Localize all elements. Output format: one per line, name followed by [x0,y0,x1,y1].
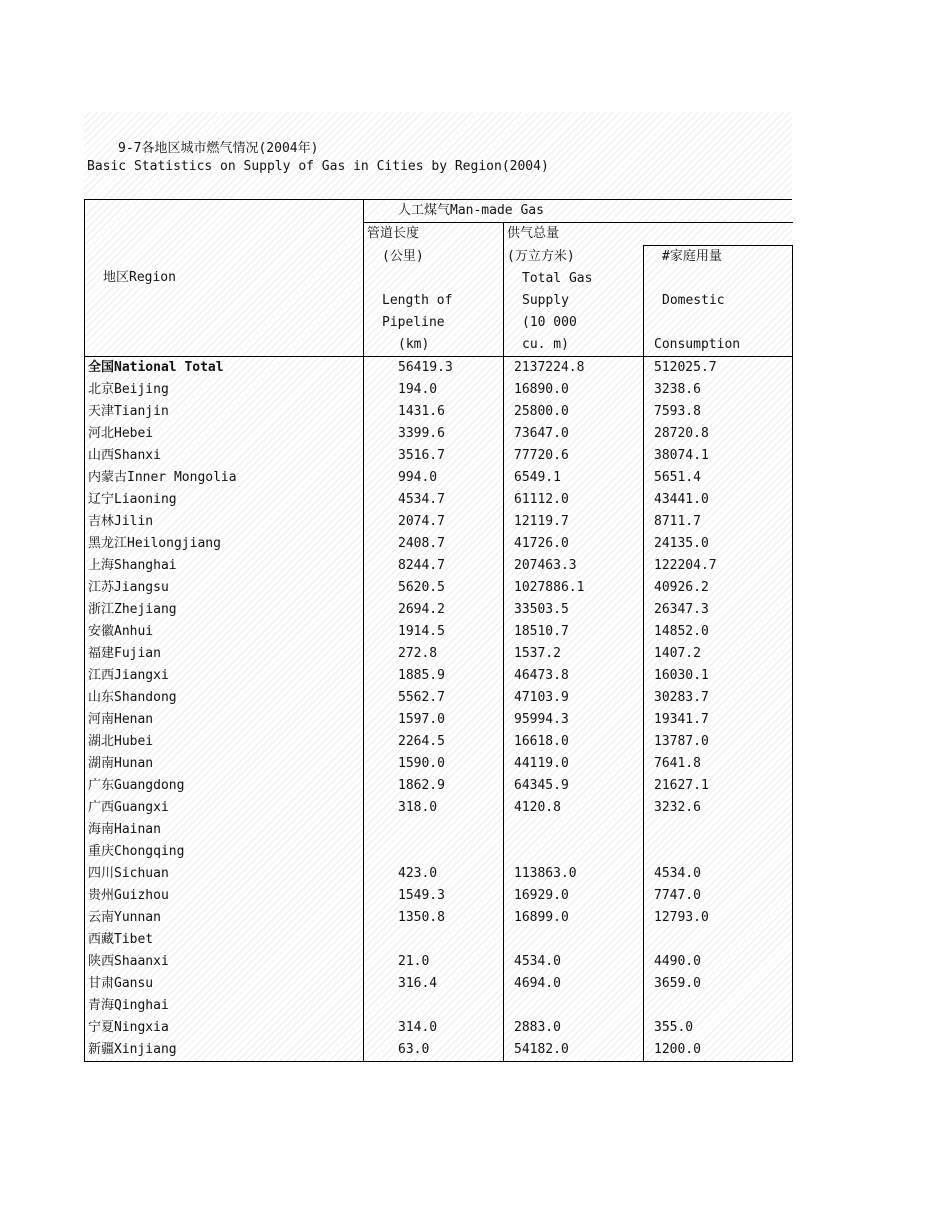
table-row [85,731,793,753]
region-cell: 内蒙古Inner Mongolia [85,467,364,489]
total-gas-supply-cell [504,929,644,951]
pipeline-header-line: 管道长度 [364,223,504,246]
table-row [85,929,793,951]
pipeline-length-cell: 21.0 [364,951,504,973]
domestic-consumption-cell: 26347.3 [644,599,793,621]
pipeline-length-cell: 318.0 [364,797,504,819]
domestic-consumption-cell: 1407.2 [644,643,793,665]
table-row [85,511,793,533]
region-cell: 湖南Hunan [85,753,364,775]
domestic-consumption-cell: 355.0 [644,1017,793,1039]
pipeline-length-cell: 8244.7 [364,555,504,577]
region-cell: 青海Qinghai [85,995,364,1017]
region-cell: 天津Tianjin [85,401,364,423]
table-row [85,775,793,797]
region-cell: 河南Henan [85,709,364,731]
pipeline-length-cell: 1885.9 [364,665,504,687]
region-cell: 贵州Guizhou [85,885,364,907]
table-row [85,665,793,687]
table-row [85,687,793,709]
table-row [85,445,793,467]
total-gas-supply-cell: 61112.0 [504,489,644,511]
domestic-consumption-cell: 3238.6 [644,379,793,401]
total-gas-supply-cell: 2883.0 [504,1017,644,1039]
total-gas-supply-cell: 95994.3 [504,709,644,731]
table-header [85,200,793,357]
domestic-consumption-cell: 24135.0 [644,533,793,555]
table-row-national-total [85,357,793,380]
pipeline-length-cell: 3399.6 [364,423,504,445]
pipeline-length-cell: 2408.7 [364,533,504,555]
supply-header-line: Supply [504,290,644,312]
pipeline-length-cell: 2264.5 [364,731,504,753]
man-made-gas-header: 人工煤气Man-made Gas [398,203,544,218]
pipeline-header-line: (km) [364,334,504,357]
domestic-consumption-cell [644,841,793,863]
pipeline-header-line [364,268,504,290]
pipeline-header-line: (公里) [364,246,504,269]
table-row [85,709,793,731]
region-cell: 河北Hebei [85,423,364,445]
region-cell: 吉林Jilin [85,511,364,533]
total-gas-supply-cell [504,841,644,863]
total-gas-supply-cell: 2137224.8 [504,357,644,380]
domestic-consumption-cell: 4490.0 [644,951,793,973]
region-cell: 山东Shandong [85,687,364,709]
domestic-consumption-cell: 30283.7 [644,687,793,709]
region-cell: 全国National Total [85,357,364,380]
region-cell: 广西Guangxi [85,797,364,819]
domestic-consumption-cell: 14852.0 [644,621,793,643]
pipeline-length-cell: 63.0 [364,1039,504,1062]
pipeline-length-cell: 5562.7 [364,687,504,709]
total-gas-supply-cell [504,995,644,1017]
region-cell: 福建Fujian [85,643,364,665]
region-cell: 云南Yunnan [85,907,364,929]
table-title-english: Basic Statistics on Supply of Gas in Cities by Region(2004) [87,159,549,174]
total-gas-supply-cell: 25800.0 [504,401,644,423]
domestic-consumption-cell: 4534.0 [644,863,793,885]
domestic-consumption-cell: 21627.1 [644,775,793,797]
region-cell: 浙江Zhejiang [85,599,364,621]
domestic-consumption-cell: 3232.6 [644,797,793,819]
region-column-header: 地区Region [85,200,364,357]
region-cell: 辽宁Liaoning [85,489,364,511]
total-gas-supply-cell: 12119.7 [504,511,644,533]
domestic-consumption-cell: 8711.7 [644,511,793,533]
table-row [85,753,793,775]
pipeline-header-line: Pipeline [364,312,504,334]
domestic-consumption-cell [644,995,793,1017]
table-row [85,819,793,841]
pipeline-length-cell: 3516.7 [364,445,504,467]
pipeline-length-cell [364,819,504,841]
domestic-header-line [644,268,793,290]
pipeline-length-cell [364,841,504,863]
region-cell: 甘肃Gansu [85,973,364,995]
pipeline-length-cell: 1914.5 [364,621,504,643]
domestic-consumption-cell: 7747.0 [644,885,793,907]
table-row [85,643,793,665]
table-row [85,995,793,1017]
table-row [85,599,793,621]
domestic-consumption-cell: 43441.0 [644,489,793,511]
table-row [85,951,793,973]
domestic-consumption-cell: 38074.1 [644,445,793,467]
table-row [85,423,793,445]
total-gas-supply-cell: 33503.5 [504,599,644,621]
pipeline-length-cell: 1862.9 [364,775,504,797]
pipeline-length-cell: 1590.0 [364,753,504,775]
table-row [85,1039,793,1062]
total-gas-supply-cell: 16899.0 [504,907,644,929]
supply-header-line: cu. m) [504,334,644,357]
table-title-chinese: 9-7各地区城市燃气情况(2004年) [118,141,319,156]
pipeline-length-cell: 423.0 [364,863,504,885]
pipeline-length-cell: 1549.3 [364,885,504,907]
domestic-consumption-cell: 7641.8 [644,753,793,775]
table-row [85,907,793,929]
table-row [85,863,793,885]
pipeline-length-cell: 994.0 [364,467,504,489]
total-gas-supply-cell: 18510.7 [504,621,644,643]
table-row [85,973,793,995]
table-row [85,841,793,863]
table-row [85,577,793,599]
total-gas-supply-cell: 47103.9 [504,687,644,709]
table-row [85,885,793,907]
supply-header-line: (10 000 [504,312,644,334]
pipeline-length-cell: 56419.3 [364,357,504,380]
domestic-header-line: #家庭用量 [644,246,793,269]
region-cell: 陕西Shaanxi [85,951,364,973]
table-row [85,379,793,401]
supply-header-line: 供气总量 [504,223,793,246]
domestic-consumption-cell: 16030.1 [644,665,793,687]
total-gas-supply-cell: 1537.2 [504,643,644,665]
region-cell: 山西Shanxi [85,445,364,467]
pipeline-length-cell: 194.0 [364,379,504,401]
gas-statistics-table [84,200,793,1062]
table-row [85,533,793,555]
domestic-header-line [644,312,793,334]
total-gas-supply-cell: 1027886.1 [504,577,644,599]
region-cell: 黑龙江Heilongjiang [85,533,364,555]
total-gas-supply-cell: 77720.6 [504,445,644,467]
region-cell: 上海Shanghai [85,555,364,577]
total-gas-supply-cell: 16890.0 [504,379,644,401]
total-gas-supply-cell: 16618.0 [504,731,644,753]
region-cell: 宁夏Ningxia [85,1017,364,1039]
domestic-consumption-cell: 122204.7 [644,555,793,577]
region-cell: 海南Hainan [85,819,364,841]
domestic-consumption-cell: 28720.8 [644,423,793,445]
pipeline-length-cell [364,995,504,1017]
total-gas-supply-cell [504,819,644,841]
domestic-header-line: Domestic [644,290,793,312]
region-cell: 四川Sichuan [85,863,364,885]
region-cell: 江西Jiangxi [85,665,364,687]
region-cell: 湖北Hubei [85,731,364,753]
domestic-consumption-cell: 19341.7 [644,709,793,731]
total-gas-supply-cell: 4120.8 [504,797,644,819]
domestic-consumption-cell: 512025.7 [644,357,793,380]
region-cell: 新疆Xinjiang [85,1039,364,1062]
total-gas-supply-cell: 41726.0 [504,533,644,555]
domestic-consumption-cell: 40926.2 [644,577,793,599]
pipeline-length-cell: 4534.7 [364,489,504,511]
total-gas-supply-cell: 16929.0 [504,885,644,907]
region-cell: 重庆Chongqing [85,841,364,863]
total-gas-supply-cell: 113863.0 [504,863,644,885]
table-row [85,1017,793,1039]
region-cell: 北京Beijing [85,379,364,401]
total-gas-supply-cell: 207463.3 [504,555,644,577]
supply-header-line: (万立方米) [504,246,644,269]
domestic-consumption-cell: 3659.0 [644,973,793,995]
total-gas-supply-cell: 73647.0 [504,423,644,445]
pipeline-length-cell: 272.8 [364,643,504,665]
pipeline-length-cell: 1597.0 [364,709,504,731]
region-cell: 安徽Anhui [85,621,364,643]
pipeline-length-cell: 2074.7 [364,511,504,533]
domestic-consumption-cell [644,929,793,951]
region-cell: 广东Guangdong [85,775,364,797]
domestic-consumption-cell: 13787.0 [644,731,793,753]
domestic-header-line: Consumption [644,334,793,357]
total-gas-supply-cell: 6549.1 [504,467,644,489]
region-cell: 西藏Tibet [85,929,364,951]
domestic-consumption-cell: 1200.0 [644,1039,793,1062]
total-gas-supply-cell: 54182.0 [504,1039,644,1062]
region-cell: 江苏Jiangsu [85,577,364,599]
total-gas-supply-cell: 46473.8 [504,665,644,687]
total-gas-supply-cell: 64345.9 [504,775,644,797]
domestic-consumption-cell: 7593.8 [644,401,793,423]
pipeline-header-line: Length of [364,290,504,312]
table-row [85,467,793,489]
total-gas-supply-cell: 44119.0 [504,753,644,775]
pipeline-length-cell: 5620.5 [364,577,504,599]
total-gas-supply-cell: 4694.0 [504,973,644,995]
total-gas-supply-cell: 4534.0 [504,951,644,973]
table-body [85,357,793,1062]
pipeline-length-cell: 1350.8 [364,907,504,929]
pipeline-length-cell: 2694.2 [364,599,504,621]
table-row [85,555,793,577]
pipeline-length-cell [364,929,504,951]
table-row [85,621,793,643]
table-row [85,797,793,819]
table-row [85,401,793,423]
supply-header-line: Total Gas [504,268,644,290]
domestic-consumption-cell: 5651.4 [644,467,793,489]
pipeline-length-cell: 316.4 [364,973,504,995]
pipeline-length-cell: 1431.6 [364,401,504,423]
domestic-consumption-cell [644,819,793,841]
pipeline-length-cell: 314.0 [364,1017,504,1039]
domestic-consumption-cell: 12793.0 [644,907,793,929]
table-row [85,489,793,511]
